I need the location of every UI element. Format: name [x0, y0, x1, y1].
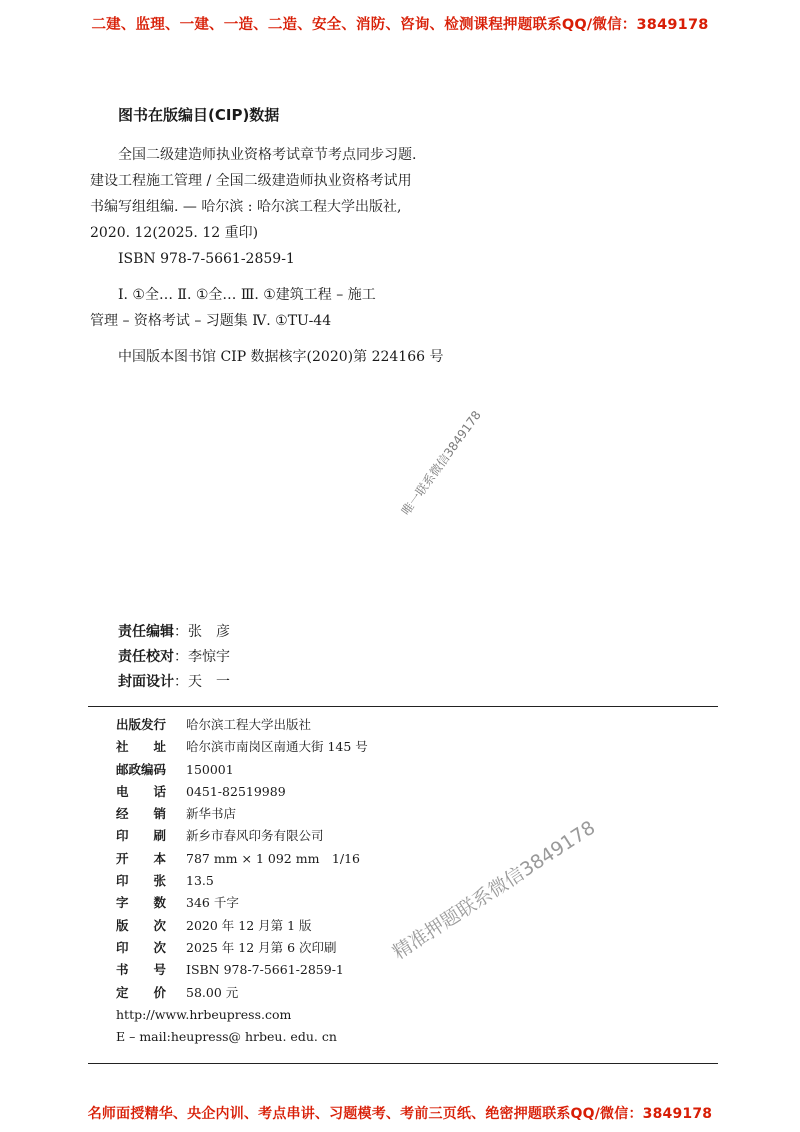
pub-row	[116, 803, 368, 825]
pub-key: 字 数	[116, 895, 167, 911]
divider-top	[88, 706, 718, 707]
credit-row: 责任校对：李惊宇	[118, 649, 230, 665]
credit-label: 责任编辑	[118, 624, 174, 640]
credit-value: 天 一	[188, 674, 230, 690]
pub-value: 新华书店	[186, 806, 237, 822]
pub-row	[116, 982, 368, 1004]
pub-value: 150001	[186, 761, 234, 777]
publication-info	[116, 714, 368, 1048]
cip-line: 全国二级建造师执业资格考试章节考点同步习题.	[118, 147, 417, 163]
pub-key: 定 价	[116, 984, 167, 1000]
pub-row	[116, 892, 368, 914]
watermark-text: 精准押题联系微信3849178	[388, 816, 600, 964]
pub-value: 2020 年 12 月第 1 版	[186, 917, 312, 933]
pub-key: 版 次	[116, 917, 167, 933]
pub-row	[116, 937, 368, 959]
pub-row	[116, 714, 368, 736]
pub-row	[116, 825, 368, 847]
pub-value: 哈尔滨工程大学出版社	[186, 717, 312, 732]
cip-line: 2020. 12(2025. 12 重印)	[90, 225, 259, 241]
pub-row	[116, 848, 368, 870]
credit-label: 封面设计	[118, 674, 174, 690]
pub-key: 书 号	[116, 962, 167, 978]
pub-value: 0451-82519989	[186, 783, 286, 799]
pub-value: 346 千字	[186, 895, 239, 911]
cip-line: 建设工程施工管理 / 全国二级建造师执业资格考试用	[90, 173, 412, 189]
pub-row	[116, 959, 368, 981]
cip-record-number: 中国版本图书馆 CIP 数据核字(2020)第 224166 号	[118, 349, 444, 365]
cip-line: 书编写组组编. — 哈尔滨 : 哈尔滨工程大学出版社,	[90, 199, 402, 215]
pub-row	[116, 915, 368, 937]
pub-value: ISBN 978-7-5661-2859-1	[186, 962, 344, 978]
credits-block	[118, 620, 230, 695]
cip-data-block	[90, 142, 530, 370]
email-link[interactable]: E – mail:heupress@ hrbeu. edu. cn	[116, 1029, 337, 1045]
website-link[interactable]: http://www.hrbeupress.com	[116, 1006, 292, 1022]
pub-key: 出版发行	[116, 717, 167, 732]
watermark-text: 唯一联系微信3849178	[398, 408, 484, 518]
cip-classification: Ⅰ. ①全… Ⅱ. ①全… Ⅲ. ①建筑工程 – 施工	[118, 287, 376, 303]
pub-key: 印 刷	[116, 828, 167, 844]
pub-key: 社 址	[116, 739, 167, 755]
pub-value: 新乡市春风印务有限公司	[186, 828, 324, 844]
pub-value: 2025 年 12 月第 6 次印刷	[186, 939, 337, 955]
cip-title: 图书在版编目(CIP)数据	[118, 106, 280, 124]
pub-row	[116, 736, 368, 758]
pub-key: 印 次	[116, 939, 167, 955]
cip-classification: 管理 – 资格考试 – 习题集 Ⅳ. ①TU-44	[90, 313, 332, 329]
pub-value: 哈尔滨市南岗区南通大街 145 号	[186, 739, 368, 755]
pub-key: 开 本	[116, 850, 167, 866]
credit-value: 张 彦	[188, 624, 230, 640]
top-promo-banner: 二建、监理、一建、一造、二造、安全、消防、咨询、检测课程押题联系QQ/微信：3849178	[91, 17, 709, 33]
pub-key: 电 话	[116, 783, 167, 799]
pub-key: 印 张	[116, 873, 167, 889]
bottom-promo-banner: 名师面授精华、央企内训、考点串讲、习题模考、考前三页纸、绝密押题联系QQ/微信：3849178	[87, 1106, 713, 1122]
pub-value: 13.5	[186, 873, 214, 889]
pub-row	[116, 781, 368, 803]
credit-row: 责任编辑：张 彦	[118, 624, 230, 640]
credit-row: 封面设计：天 一	[118, 674, 230, 690]
divider-bottom	[88, 1063, 718, 1064]
pub-key: 经 销	[116, 806, 167, 822]
credit-value: 李惊宇	[188, 649, 230, 665]
credit-label: 责任校对	[118, 649, 174, 665]
pub-row	[116, 870, 368, 892]
pub-row	[116, 759, 368, 781]
cip-isbn: ISBN 978-7-5661-2859-1	[118, 251, 295, 267]
pub-key: 邮政编码	[116, 761, 167, 777]
pub-value: 787 mm × 1 092 mm 1/16	[186, 850, 360, 866]
pub-value: 58.00 元	[186, 984, 239, 1000]
